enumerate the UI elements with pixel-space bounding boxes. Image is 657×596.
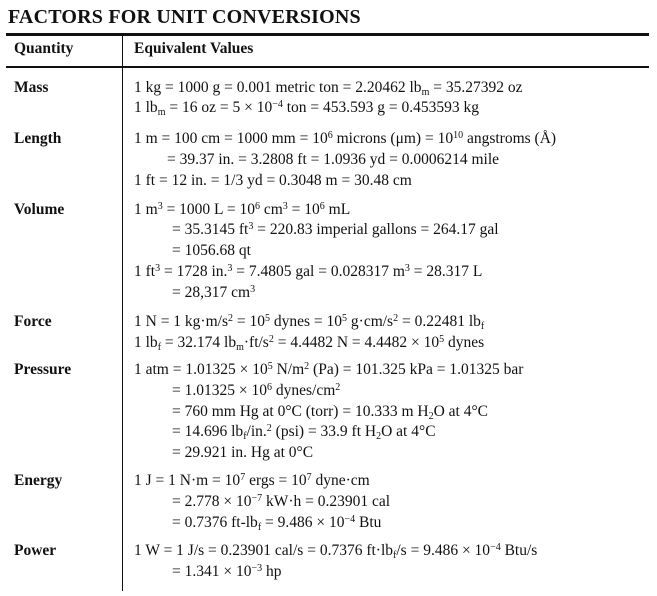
energy-line-1: 1 J = 1 $N\cdot m = 10^7$ ergs = $10^7$ dyne·cm (134, 472, 370, 489)
pressure-line-3: = 760 mm Hg at 0°C (torr) = 10.333 m $H_2O$ at 4°C (172, 403, 489, 422)
mass-line-1: 1 kg = 1000 g = 0.001 metric ton = 2.20462 $lb_m = 35.27392$ oz (134, 79, 523, 98)
quantity-force: Force (14, 313, 52, 330)
pressure-line-4: = 14.696 $lb_f/in.^2$ (psi) = 33.9 ft $H_2O$ at 4°C (172, 423, 436, 442)
length-line-1: 1 m = 100 cm = 1000 mm = $10^6$ microns $(\mu m) = 10^{10}$ angstroms (Å) (134, 130, 557, 147)
energy-line-3: = 0.7376 $ft-lb_f = 9.486 \times 10^{-4}$ Btu (172, 514, 382, 533)
top-rule (6, 33, 649, 36)
volume-line-5: = 28,317 $cm^3$ (172, 284, 256, 301)
pressure-line-1: 1 atm = $1.01325 \times 10^5$ $N/m^2$ (Pa) = 101.325 kPa = 1.01325 bar (134, 361, 524, 378)
pressure-line-5: = 29.921 in. Hg at 0°C (172, 444, 314, 461)
volume-line-4: 1 $ft^3 = 1728$ in.$^3$ = 7.4805 gal = 0.028317 $m^3 = 28.317$ L (134, 263, 483, 280)
mass-line-2: 1 $lb_m = 16$ oz = $5 \times 10^{-4}$ ton = 453.593 g = 0.453593 kg (134, 99, 480, 118)
quantity-length: Length (14, 130, 62, 147)
header-rule (6, 66, 649, 68)
volume-line-3: = 1056.68 qt (172, 242, 251, 259)
energy-line-2: = $2.778 \times 10^{-7}$ kW·h = 0.23901 cal (172, 493, 391, 510)
quantity-power: Power (14, 542, 57, 559)
quantity-volume: Volume (14, 201, 65, 218)
page-title: FACTORS FOR UNIT CONVERSIONS (8, 6, 361, 28)
quantity-pressure: Pressure (14, 361, 72, 378)
power-line-2: = $1.341 \times 10^{-3}$ hp (172, 563, 282, 580)
force-line-1: 1 N = 1 $kg\cdot m/s^2 = 10^5$ dynes = $10^5$ $g\cdot cm/s^2 = 0.22481$ $lb_f$ (134, 313, 485, 332)
length-line-3: 1 ft = 12 in. = 1/3 yd = 0.3048 m = 30.48 cm (134, 172, 412, 189)
pressure-line-2: = $1.01325 \times 10^6$ dynes/$cm^2$ (172, 382, 341, 399)
force-line-2: 1 $lb_f = 32.174$ $lb_m\cdot ft/s^2 = 4.4482$ $N = 4.4482 \times 10^5$ dynes (134, 334, 485, 353)
header-quantity: Quantity (14, 40, 74, 57)
volume-line-1: 1 $m^3 = 1000$ $L = 10^6$ $cm^3 = 10^6$ mL (134, 201, 351, 218)
column-divider (122, 36, 123, 591)
volume-line-2: = 35.3145 $ft^3 = 220.83$ imperial gallons = 264.17 gal (172, 221, 499, 238)
quantity-energy: Energy (14, 472, 63, 489)
power-line-1: 1 W = 1 J/s = 0.23901 cal/s = 0.7376 $ft\cdot lb_f/s = 9.486 \times 10^{-4}$ Btu/s (134, 542, 538, 561)
length-line-2: = 39.37 in. = 3.2808 ft = 1.0936 yd = 0.0006214 mile (167, 151, 500, 168)
header-equivalent-values: Equivalent Values (134, 40, 254, 57)
quantity-mass: Mass (14, 79, 49, 96)
